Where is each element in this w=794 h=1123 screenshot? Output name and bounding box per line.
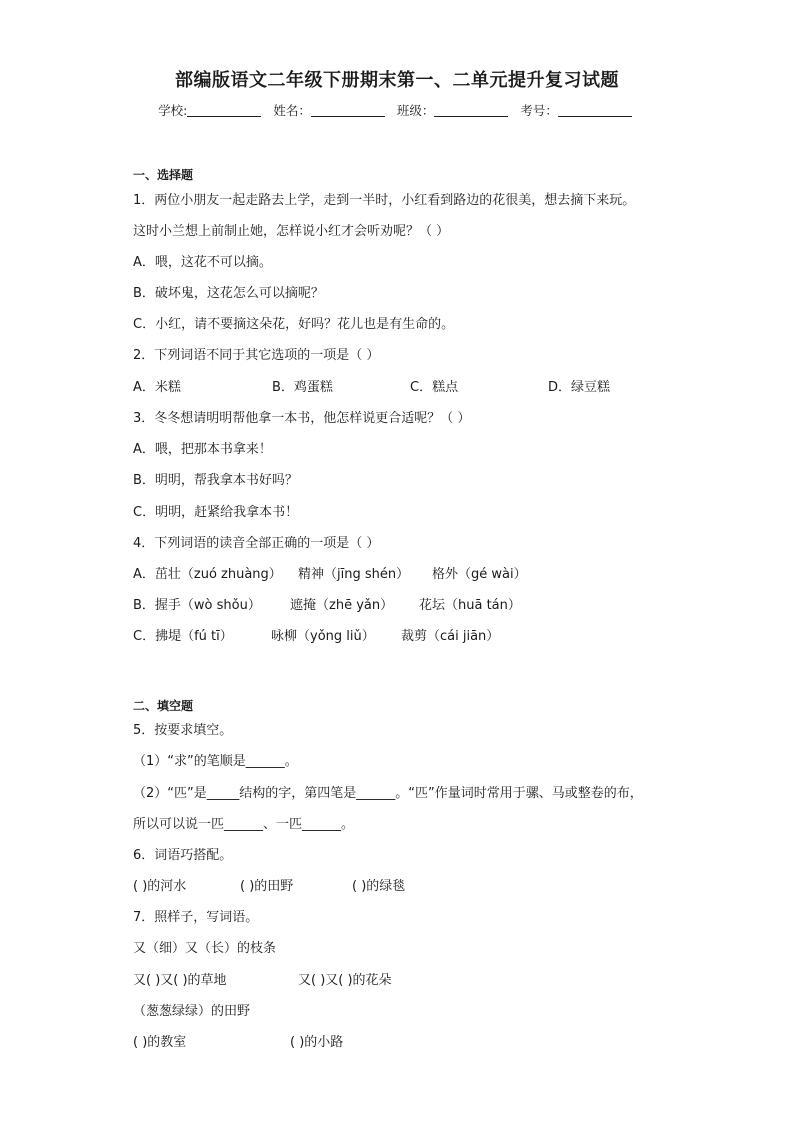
q4-c-word3: 裁剪（cái jiān） <box>401 629 500 644</box>
section-heading-fill: 二、填空题 <box>133 699 194 713</box>
name-blank[interactable] <box>311 102 385 117</box>
q7-flower-blank[interactable]: 又( )又( )的花朵 <box>298 973 392 988</box>
student-info-line <box>0 101 794 123</box>
exam-number-field <box>520 101 636 119</box>
q4-b-word1: B．握手（wò shǒu） <box>133 598 261 613</box>
name-label: 姓名： <box>273 103 311 118</box>
q4-a-word3: 格外（gé wài） <box>432 567 527 582</box>
q7-example2: （葱葱绿绿）的田野 <box>133 1004 251 1019</box>
q1-option-a[interactable]: A．喂，这花不可以摘。 <box>133 255 272 270</box>
q2-option-a[interactable]: A．米糕 <box>133 380 181 395</box>
q5-part2-cont: 所以可以说一匹______、一匹______。 <box>133 817 355 832</box>
q5-stem: 5．按要求填空。 <box>133 723 233 738</box>
q1-stem-line2: 这时小兰想上前制止她，怎样说小红才会听劝呢？（ ） <box>133 224 450 239</box>
class-field <box>397 101 513 119</box>
q1-stem-line1: 1．两位小朋友一起走路去上学，走到一半时，小红看到路边的花很美，想去摘下来玩。 <box>133 193 636 208</box>
q4-stem: 4．下列词语的读音全部正确的一项是（ ） <box>133 536 380 551</box>
q3-stem: 3．冬冬想请明明帮他拿一本书，他怎样说更合适呢？（ ） <box>133 411 471 426</box>
q7-stem: 7．照样子，写词语。 <box>133 910 259 925</box>
q4-a-word2: 精神（jīng shén） <box>298 567 410 582</box>
q4-a-word1: A．茁壮（zuó zhuàng） <box>133 567 282 582</box>
class-label: 班级： <box>396 103 435 118</box>
q2-option-d[interactable]: D．绿豆糕 <box>548 380 611 395</box>
name-field <box>273 101 389 119</box>
q7-classroom-blank[interactable]: ( )的教室 <box>133 1035 187 1050</box>
page-title: 部编版语文二年级下册期末第一、二单元提升复习试题 <box>175 70 619 91</box>
q6-item-field[interactable]: ( )的田野 <box>240 879 294 894</box>
q3-option-a[interactable]: A．喂，把那本书拿来！ <box>133 442 272 457</box>
school-blank[interactable] <box>187 102 261 117</box>
q5-part1: （1）“求”的笔顺是______。 <box>133 754 298 769</box>
q7-example1: 又（细）又（长）的枝条 <box>133 941 277 956</box>
q3-option-b[interactable]: B．明明，帮我拿本书好吗？ <box>133 473 298 488</box>
school-label: 学校: <box>158 103 188 118</box>
exam-number-blank[interactable] <box>558 102 632 117</box>
section-heading-choice: 一、选择题 <box>133 168 194 182</box>
q4-b-word3: 花坛（huā tán） <box>419 598 521 613</box>
q4-b-word2: 遮掩（zhē yǎn） <box>290 598 394 613</box>
q2-option-b[interactable]: B．鸡蛋糕 <box>272 380 333 395</box>
q5-part2: （2）“匹”是_____结构的字，第四笔是______。“匹”作量词时常用于骡、马或整卷的布， <box>133 786 643 801</box>
class-blank[interactable] <box>434 102 508 117</box>
q6-stem: 6．词语巧搭配。 <box>133 848 233 863</box>
school-field <box>158 101 265 119</box>
exam-number-label: 考号： <box>520 103 558 118</box>
q6-item-carpet[interactable]: ( )的绿毯 <box>352 879 406 894</box>
q2-stem: 2．下列词语不同于其它选项的一项是（ ） <box>133 348 380 363</box>
q3-option-c[interactable]: C．明明，赶紧给我拿本书！ <box>133 505 299 520</box>
q1-option-c[interactable]: C．小红，请不要摘这朵花，好吗？花儿也是有生命的。 <box>133 317 455 332</box>
q7-road-blank[interactable]: ( )的小路 <box>290 1035 344 1050</box>
q2-option-c[interactable]: C．糕点 <box>410 380 459 395</box>
q1-option-b[interactable]: B．破坏鬼，这花怎么可以摘呢？ <box>133 286 324 301</box>
q4-c-word2: 咏柳（yǒng liǔ） <box>271 629 375 644</box>
q7-grass-blank[interactable]: 又( )又( )的草地 <box>133 973 227 988</box>
q6-item-river[interactable]: ( )的河水 <box>133 879 187 894</box>
q4-c-word1: C．拂堤（fú tī） <box>133 629 233 644</box>
